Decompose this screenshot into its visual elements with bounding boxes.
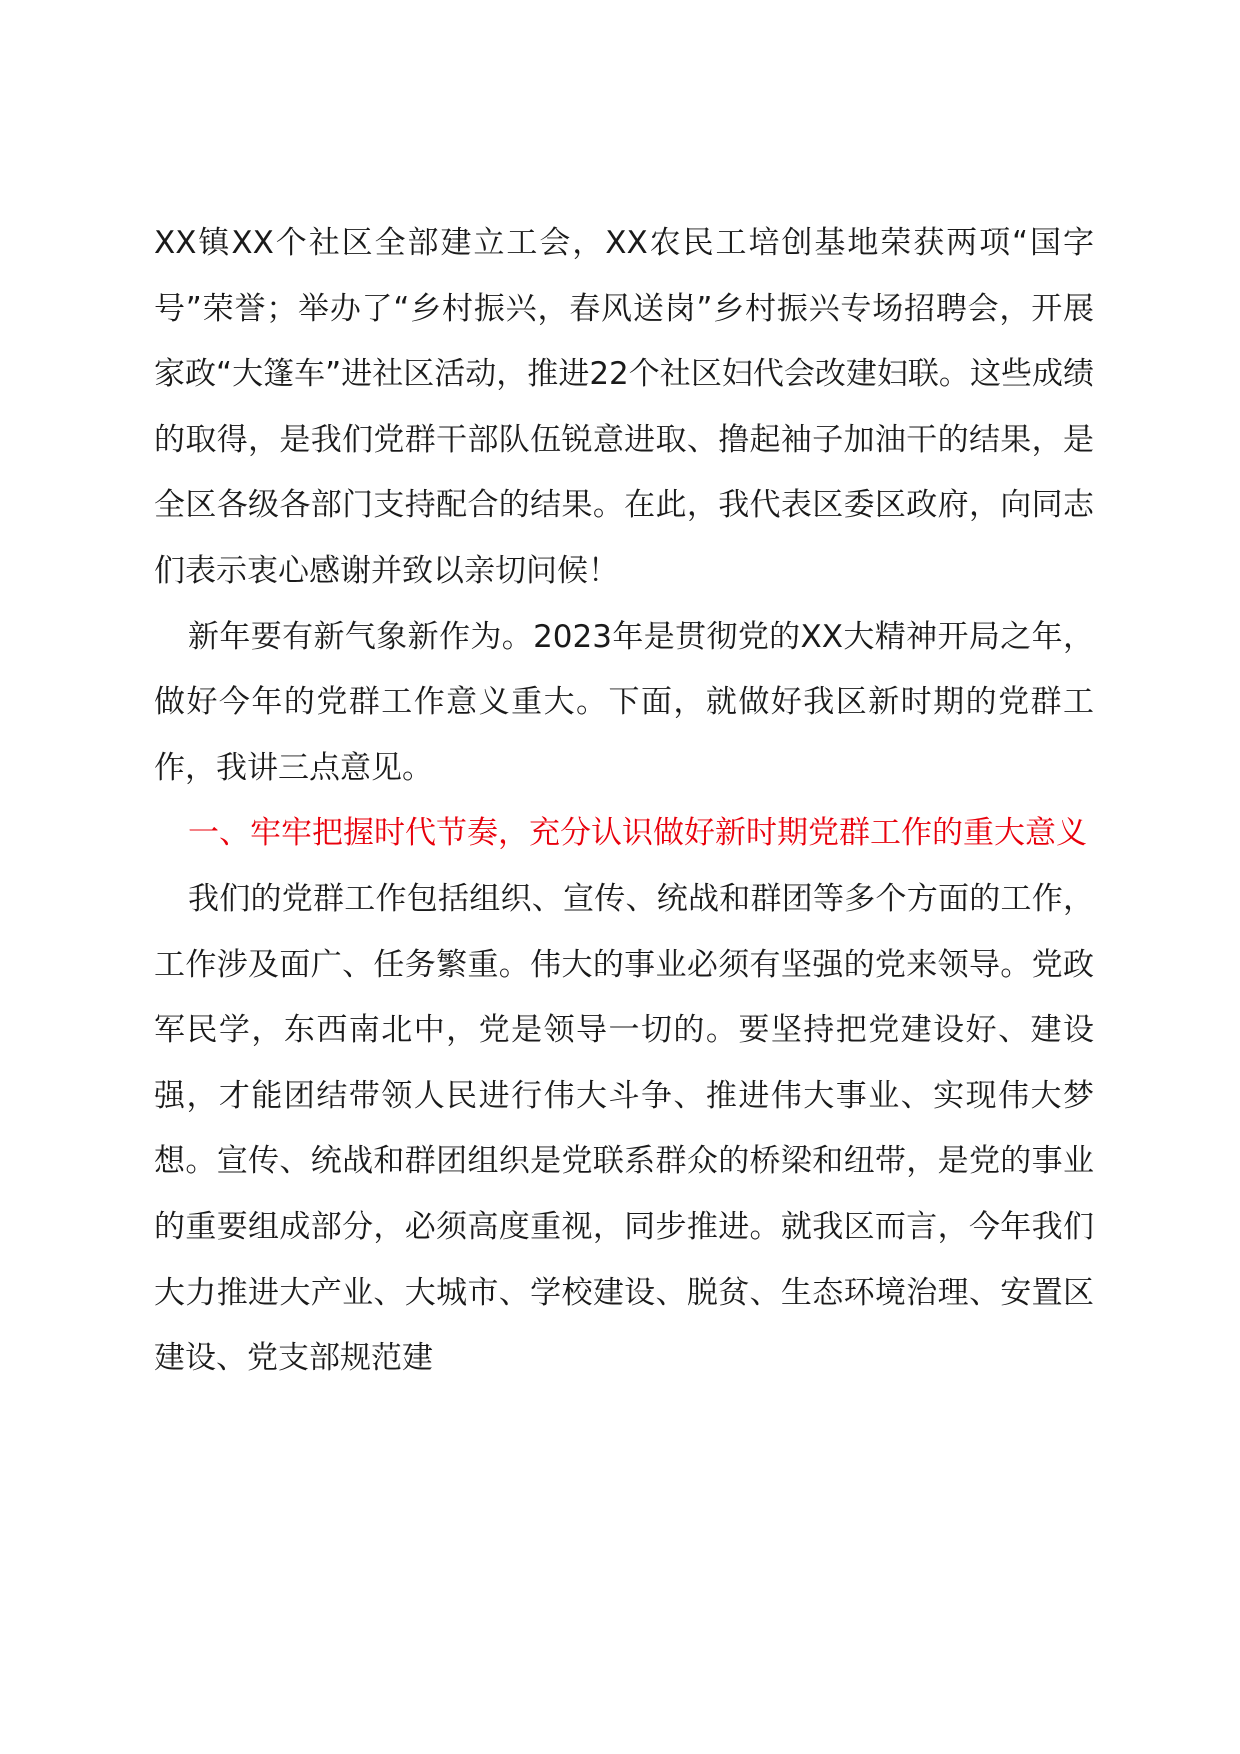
paragraph-continuation: XX镇XX个社区全部建立工会，XX农民工培创基地荣获两项“国字号”荣誉；举办了“乡村振兴，春风送岗”乡村振兴专场招聘会，开展家政“大篷车”进社区活动，推进22个社区妇代会改建妇联。这些成绩的取得，是我们党群干部队伍锐意进取、撸起袖子加油干的结果，是全区各级各部门支持配合的结果。在此，我代表区委区政府，向同志们表示衷心感谢并致以亲切问候！ [154, 225, 1094, 589]
paragraph-new-year: 新年要有新气象新作为。2023年是贯彻党的XX大精神开局之年，做好今年的党群工作意义重大。下面，就做好我区新时期的党群工作，我讲三点意见。 [154, 618, 1094, 786]
section-heading-1: 一、牢牢把握时代节奏，充分认识做好新时期党群工作的重大意义 [188, 815, 1087, 852]
document-body [154, 211, 1094, 1392]
paragraph-party-work: 我们的党群工作包括组织、宣传、统战和群团等多个方面的工作，工作涉及面广、任务繁重。伟大的事业必须有坚强的党来领导。党政军民学，东西南北中，党是领导一切的。要坚持把党建设好、建设强，才能团结带领人民进行伟大斗争、推进伟大事业、实现伟大梦想。宣传、统战和群团组织是党联系群众的桥梁和纽带，是党的事业的重要组成部分，必须高度重视，同步推进。就我区而言，今年我们大力推进大产业、大城市、学校建设、脱贫、生态环境治理、安置区建设、党支部规范建 [154, 880, 1094, 1377]
